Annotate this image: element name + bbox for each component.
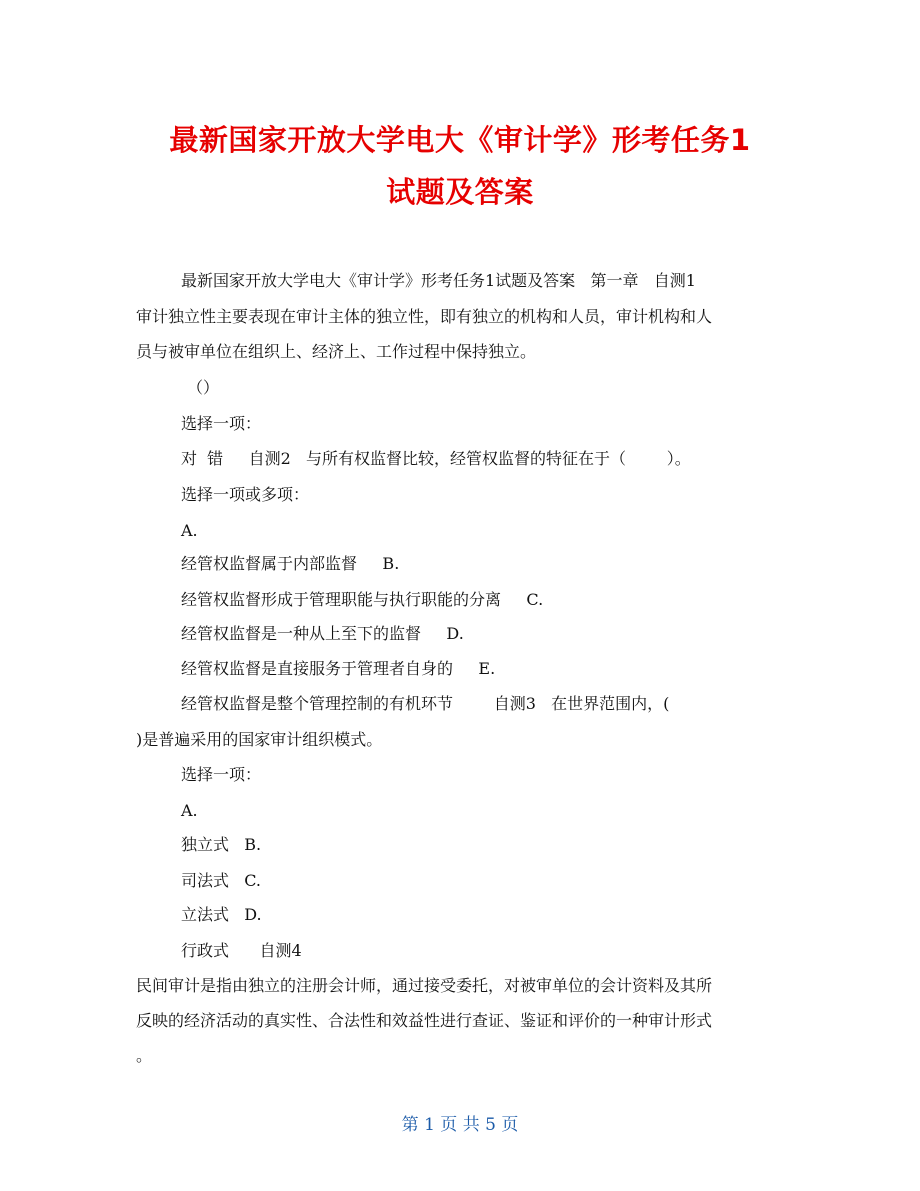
body-line: 经管权监督形成于管理职能与执行职能的分离 C. <box>181 590 544 609</box>
document-title-line-1: 最新国家开放大学电大《审计学》形考任务1 <box>169 123 751 157</box>
body-line: )是普遍采用的国家审计组织模式。 <box>136 730 383 749</box>
body-line: 反映的经济活动的真实性、合法性和效益性进行查证、鉴证和评价的一种审计形式 <box>136 1011 713 1030</box>
body-line: A. <box>181 801 198 820</box>
body-line: 民间审计是指由独立的注册会计师，通过接受委托，对被审单位的会计资料及其所 <box>136 976 713 995</box>
body-line: 审计独立性主要表现在审计主体的独立性，即有独立的机构和人员，审计机构和人 <box>136 307 713 326</box>
body-line: 经管权监督属于内部监督 B. <box>181 554 400 573</box>
body-line: 立法式 D. <box>181 905 262 924</box>
body-line: 经管权监督是一种从上至下的监督 D. <box>181 624 464 643</box>
body-line: 司法式 C. <box>181 871 262 890</box>
body-line: 行政式 自测4 <box>181 941 302 960</box>
body-line: 经管权监督是直接服务于管理者自身的 E. <box>181 659 496 678</box>
body-line: 经管权监督是整个管理控制的有机环节 自测3 在世界范围内，( <box>181 694 670 713</box>
body-line: （） <box>187 378 220 397</box>
body-line: 对 错 自测2 与所有权监督比较，经管权监督的特征在于（ ）。 <box>181 449 691 468</box>
body-line: 最新国家开放大学电大《审计学》形考任务1试题及答案 第一章 自测1 <box>181 271 696 290</box>
body-line: 。 <box>136 1046 153 1065</box>
page-number-footer: 第 1 页 共 5 页 <box>401 1115 519 1135</box>
body-line: 选择一项或多项： <box>181 485 310 504</box>
body-line: 选择一项： <box>181 414 262 433</box>
body-line: 员与被审单位在组织上、经济上、工作过程中保持独立。 <box>136 342 537 361</box>
body-line: 独立式 B. <box>181 835 262 854</box>
body-line: A. <box>181 521 198 540</box>
document-title-line-2: 试题及答案 <box>386 175 534 209</box>
body-line: 选择一项： <box>181 765 262 784</box>
